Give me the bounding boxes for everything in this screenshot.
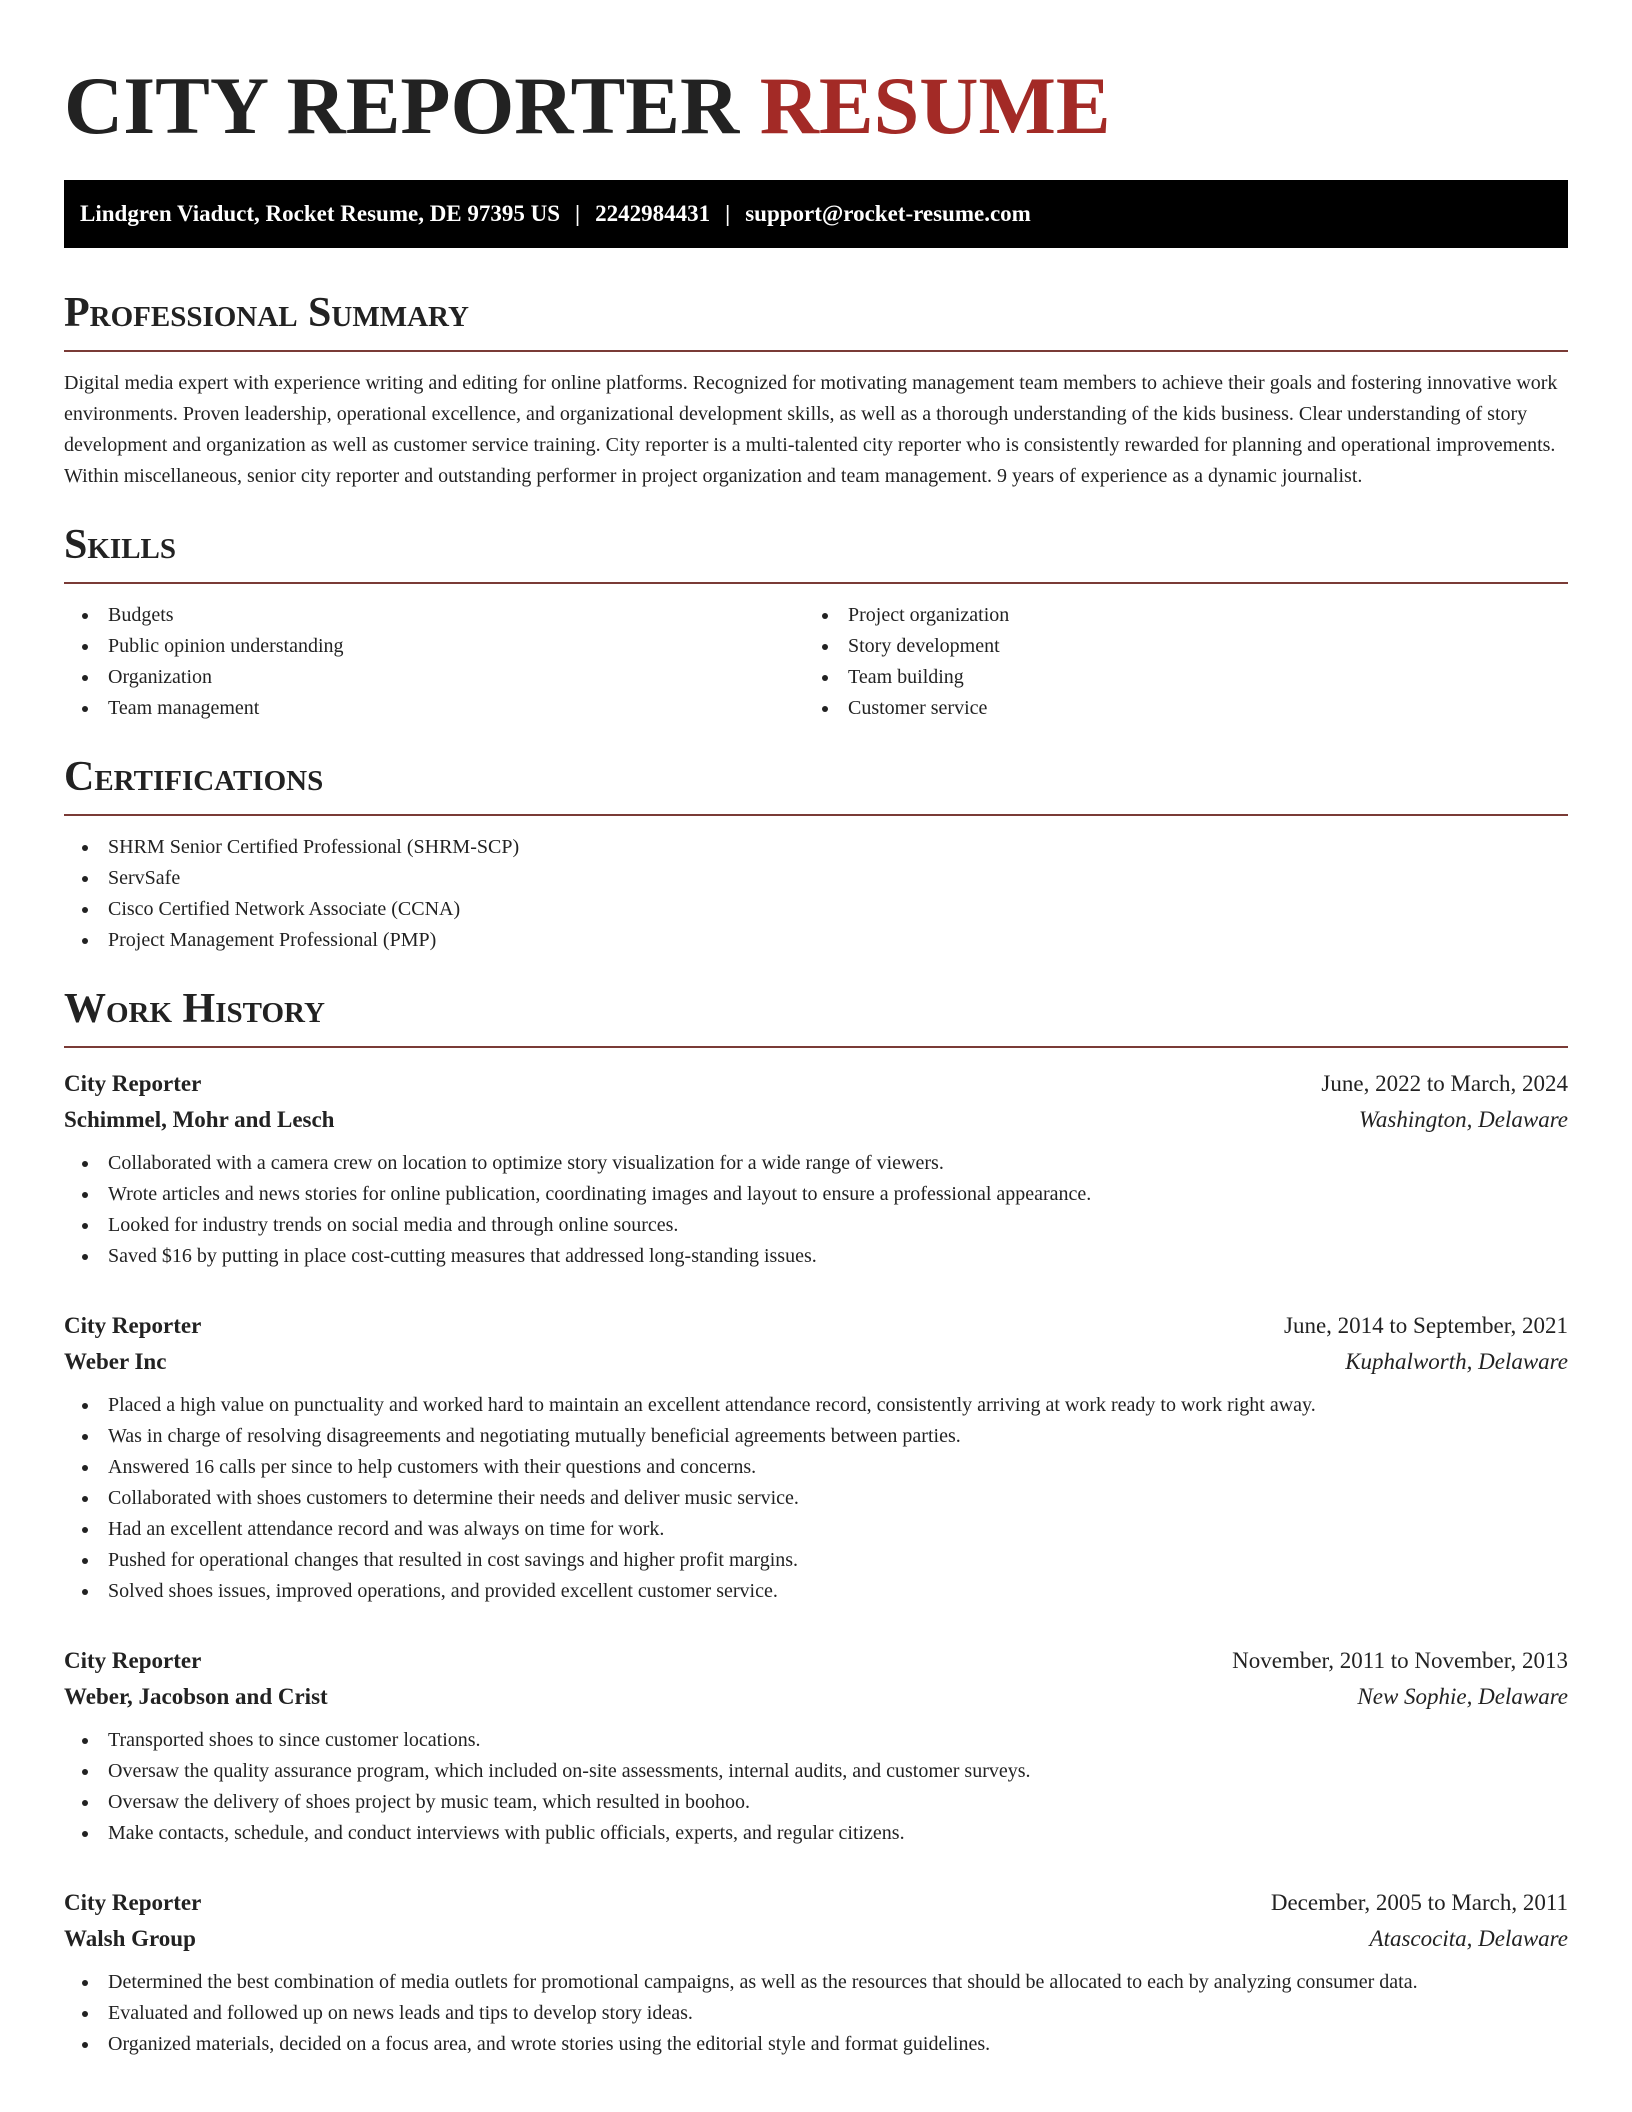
certifications-heading: Certifications: [64, 752, 1568, 816]
job-bullet: Organized materials, decided on a focus area, and wrote stories using the editorial style and format guidelines.: [64, 2029, 1568, 2060]
contact-address: Lindgren Viaduct, Rocket Resume, DE 97395 US: [80, 201, 561, 226]
resume-title: [64, 0, 1568, 154]
work-history-heading: Work History: [64, 984, 1568, 1048]
job-company-row: [64, 1344, 1568, 1380]
resume-page: [64, 0, 1568, 2060]
job-bullets: [64, 1725, 1568, 1849]
job-dates: December, 2005 to March, 2011: [1270, 1890, 1568, 1915]
job-bullets: [64, 1148, 1568, 1272]
job-bullet: Saved $16 by putting in place cost-cutting measures that addressed long-standing issues.: [64, 1241, 1568, 1272]
job-company-row: [64, 1679, 1568, 1715]
job-bullet: Was in charge of resolving disagreements and negotiating mutually beneficial agreements between parties.: [64, 1421, 1568, 1452]
job-location: Atascocita, Delaware: [1369, 1926, 1568, 1951]
job-bullet: Make contacts, schedule, and conduct interviews with public officials, experts, and regular citizens.: [64, 1818, 1568, 1849]
job-bullet: Looked for industry trends on social media and through online sources.: [64, 1210, 1568, 1241]
job-entry: [64, 1885, 1568, 2060]
job-company: Schimmel, Mohr and Lesch: [64, 1107, 335, 1132]
skill-item: Organization: [64, 662, 804, 693]
title-main: CITY REPORTER: [64, 60, 740, 151]
job-bullet: Answered 16 calls per since to help customers with their questions and concerns.: [64, 1452, 1568, 1483]
job-bullet: Oversaw the quality assurance program, which included on-site assessments, internal audits, and customer surveys.: [64, 1756, 1568, 1787]
job-location: Kuphalworth, Delaware: [1345, 1349, 1568, 1374]
job-dates: June, 2022 to March, 2024: [1321, 1071, 1568, 1096]
job-title-row: [64, 1308, 1568, 1344]
skill-item: Project organization: [804, 600, 1544, 631]
certification-item: Project Management Professional (PMP): [64, 925, 1568, 956]
title-accent: RESUME: [759, 60, 1111, 151]
summary-heading: Professional Summary: [64, 288, 1568, 352]
skill-item: Team management: [64, 693, 804, 724]
certification-item: Cisco Certified Network Associate (CCNA): [64, 894, 1568, 925]
job-title-row: [64, 1885, 1568, 1921]
skills-list-right: [804, 600, 1544, 724]
job-bullet: Wrote articles and news stories for online publication, coordinating images and layout to ensure a professional appearance.: [64, 1179, 1568, 1210]
contact-bar: [64, 180, 1568, 248]
certification-item: ServSafe: [64, 863, 1568, 894]
job-bullets: [64, 1390, 1568, 1607]
job-bullet: Oversaw the delivery of shoes project by music team, which resulted in boohoo.: [64, 1787, 1568, 1818]
job-title: City Reporter: [64, 1890, 202, 1915]
job-dates: June, 2014 to September, 2021: [1284, 1313, 1568, 1338]
skill-item: Story development: [804, 631, 1544, 662]
contact-phone[interactable]: 2242984431: [595, 201, 711, 226]
contact-email[interactable]: support@rocket-resume.com: [745, 201, 1031, 226]
skill-item: Budgets: [64, 600, 804, 631]
contact-separator: |: [725, 201, 731, 226]
certification-item: SHRM Senior Certified Professional (SHRM-SCP): [64, 832, 1568, 863]
job-company: Weber Inc: [64, 1349, 167, 1374]
job-bullet: Evaluated and followed up on news leads and tips to develop story ideas.: [64, 1998, 1568, 2029]
summary-text: Digital media expert with experience writing and editing for online platforms. Recognized for motivating management team members to achieve their goals and fostering innovative work environments. Proven leadership, operational excellence, and organizational development skills, as well as a thorough understanding of the kids business. Clear understanding of story development and organization as well as customer service training. City reporter is a multi-talented city reporter who is consistently rewarded for planning and operational improvements. Within miscellaneous, senior city reporter and outstanding performer in project organization and team management. 9 years of experience as a dynamic journalist.: [64, 372, 1558, 487]
skill-item: Team building: [804, 662, 1544, 693]
job-company: Weber, Jacobson and Crist: [64, 1684, 328, 1709]
job-bullet: Solved shoes issues, improved operations, and provided excellent customer service.: [64, 1576, 1568, 1607]
job-entry: [64, 1066, 1568, 1272]
job-company-row: [64, 1921, 1568, 1957]
skills-heading: Skills: [64, 520, 1568, 584]
skill-item: Public opinion understanding: [64, 631, 804, 662]
job-bullets: [64, 1967, 1568, 2060]
job-dates: November, 2011 to November, 2013: [1232, 1648, 1568, 1673]
job-title: City Reporter: [64, 1071, 202, 1096]
job-title: City Reporter: [64, 1648, 202, 1673]
job-company: Walsh Group: [64, 1926, 196, 1951]
job-location: New Sophie, Delaware: [1357, 1684, 1568, 1709]
job-title-row: [64, 1643, 1568, 1679]
job-bullet: Determined the best combination of media outlets for promotional campaigns, as well as the resources that should be allocated to each by analyzing consumer data.: [64, 1967, 1568, 1998]
contact-separator: |: [575, 201, 581, 226]
job-company-row: [64, 1102, 1568, 1138]
job-entry: [64, 1643, 1568, 1849]
skill-item: Customer service: [804, 693, 1544, 724]
job-location: Washington, Delaware: [1358, 1107, 1568, 1132]
job-bullet: Placed a high value on punctuality and worked hard to maintain an excellent attendance record, consistently arriving at work ready to work right away.: [64, 1390, 1568, 1421]
job-bullet: Pushed for operational changes that resulted in cost savings and higher profit margins.: [64, 1545, 1568, 1576]
job-bullet: Collaborated with a camera crew on location to optimize story visualization for a wide range of viewers.: [64, 1148, 1568, 1179]
job-title-row: [64, 1066, 1568, 1102]
certifications-list: [64, 832, 1568, 956]
skills-list-left: [64, 600, 804, 724]
job-title: City Reporter: [64, 1313, 202, 1338]
job-entry: [64, 1308, 1568, 1607]
job-bullet: Had an excellent attendance record and was always on time for work.: [64, 1514, 1568, 1545]
job-bullet: Collaborated with shoes customers to determine their needs and deliver music service.: [64, 1483, 1568, 1514]
skills-columns: [64, 600, 1568, 724]
job-bullet: Transported shoes to since customer locations.: [64, 1725, 1568, 1756]
